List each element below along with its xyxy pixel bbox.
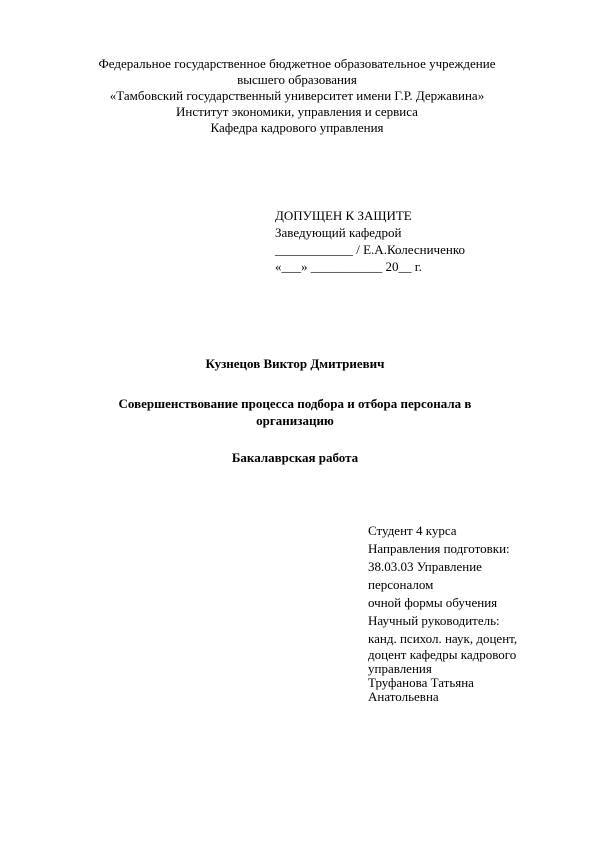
- student-course: Студент 4 курса: [368, 523, 457, 538]
- supervisor-name: Труфанова Татьяна: [368, 675, 474, 690]
- thesis-title: [0, 395, 595, 429]
- approval-head-of-department: Заведующий кафедрой: [275, 225, 402, 240]
- approval-date-line: «___» ___________ 20__ г.: [275, 259, 422, 274]
- approval-signature-line: ____________ / Е.А.Колесниченко: [275, 242, 465, 257]
- header-line-department: Кафедра кадрового управления: [210, 120, 384, 135]
- supervisor-label: Научный руководитель:: [368, 613, 500, 628]
- author-name: Кузнецов Виктор Дмитриевич: [205, 356, 385, 371]
- supervisor-patronymic: Анатольевна: [368, 689, 439, 704]
- header-line-federal: Федеральное государственное бюджетное образовательное учреждение: [98, 56, 496, 71]
- header-line-institute: Институт экономики, управления и сервиса: [176, 104, 418, 119]
- work-type: Бакалаврская работа: [231, 450, 359, 465]
- approval-block: [275, 207, 465, 275]
- student-direction-name: персоналом: [368, 577, 434, 592]
- student-study-form: очной формы обучения: [368, 595, 498, 610]
- institution-header: [0, 56, 595, 136]
- header-line-education: высшего образования: [237, 72, 357, 87]
- student-info-block: [368, 522, 558, 704]
- supervisor-position: доцент кафедры кадрового: [368, 647, 517, 662]
- header-line-university: «Тамбовский государственный университет имени Г.Р. Державина»: [109, 88, 485, 103]
- thesis-title-line-2: организацию: [256, 413, 334, 428]
- approval-heading: ДОПУЩЕН К ЗАЩИТЕ: [275, 208, 412, 223]
- student-direction-code: 38.03.03 Управление: [368, 559, 482, 574]
- thesis-title-line-1: Совершенствование процесса подбора и отбора персонала в: [118, 396, 472, 411]
- student-direction-label: Направления подготовки:: [368, 541, 510, 556]
- supervisor-department: управления: [368, 661, 432, 676]
- supervisor-degree: канд. психол. наук, доцент,: [368, 631, 518, 646]
